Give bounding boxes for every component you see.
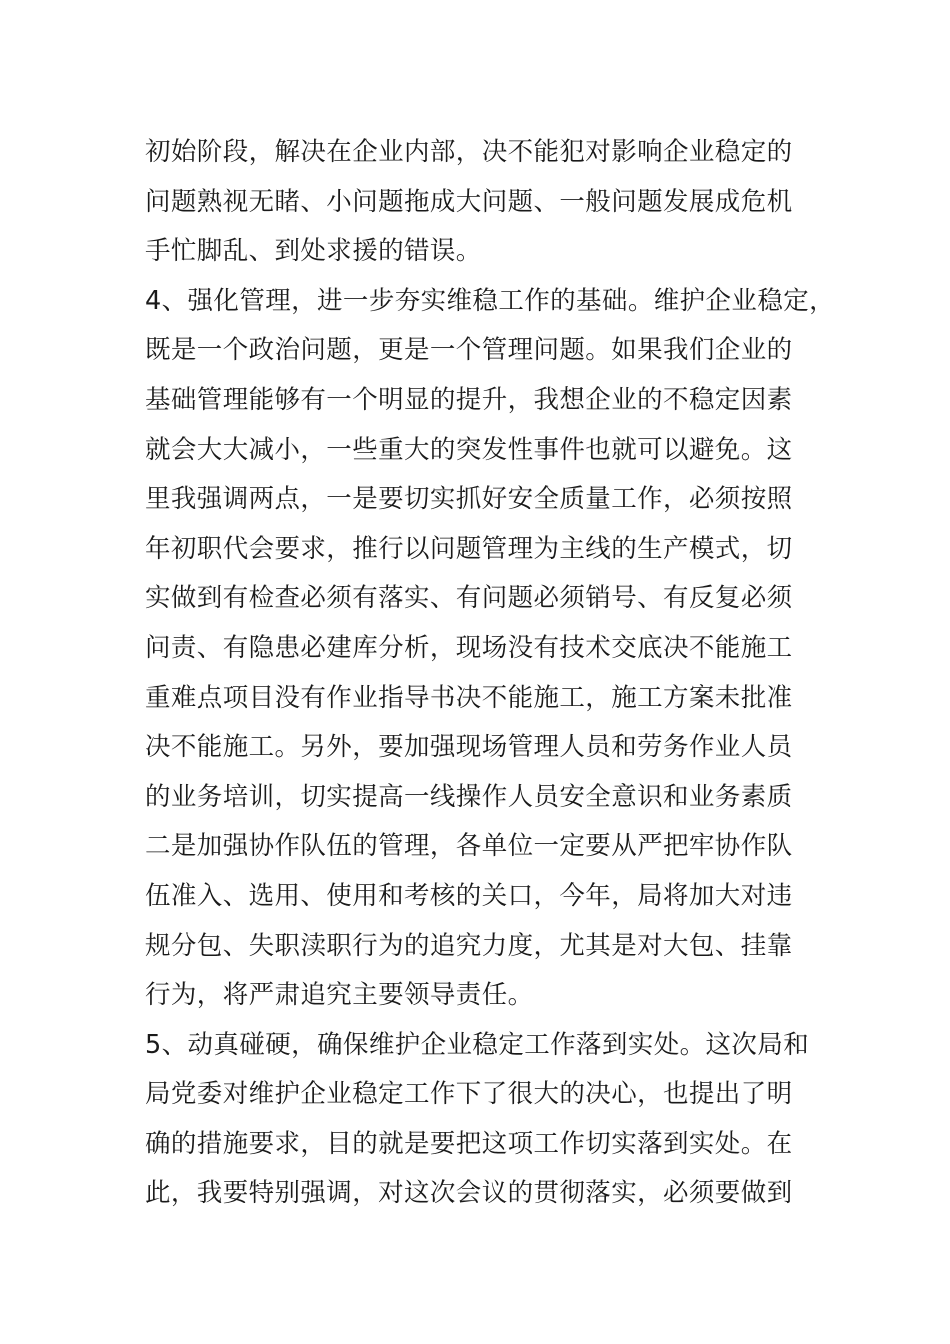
text-line: 问题熟视无睹、小问题拖成大问题、一般问题发展成危机 — [145, 186, 793, 217]
text-line: 初始阶段，解决在企业内部，决不能犯对影响企业稳定的 — [145, 137, 793, 167]
text-line: 年初职代会要求，推行以问题管理为主线的生产模式，切 — [145, 533, 793, 564]
text-line: 重难点项目没有作业指导书决不能施工，施工方案未批准 — [145, 682, 793, 713]
text-line: 里我强调两点，一是要切实抓好安全质量工作，必须按照 — [145, 484, 793, 515]
body-text — [145, 128, 835, 1219]
text-line: 决不能施工。另外，要加强现场管理人员和劳务作业人员 — [145, 732, 793, 763]
text-line: 二是加强协作队伍的管理，各单位一定要从严把牢协作队 — [145, 831, 793, 862]
text-line: 就会大大减小，一些重大的突发性事件也就可以避免。这 — [145, 434, 793, 465]
text-line: 手忙脚乱、到处求援的错误。 — [145, 236, 482, 267]
text-line: 行为，将严肃追究主要领导责任。 — [145, 980, 534, 1011]
text-line: 此，我要特别强调，对这次会议的贯彻落实，必须要做到 — [145, 1178, 793, 1209]
text-line: 既是一个政治问题，更是一个管理问题。如果我们企业的 — [145, 335, 793, 366]
text-line: 确的措施要求，目的就是要把这项工作切实落到实处。在 — [145, 1128, 793, 1159]
text-line: 局党委对维护企业稳定工作下了很大的决心，也提出了明 — [145, 1079, 793, 1110]
text-line: 实做到有检查必须有落实、有问题必须销号、有反复必须 — [145, 583, 793, 614]
text-line: 的业务培训，切实提高一线操作人员安全意识和业务素质 — [145, 781, 793, 812]
text-line: 规分包、失职渎职行为的追究力度，尤其是对大包、挂靠 — [145, 930, 793, 961]
text-line: 问责、有隐患必建库分析，现场没有技术交底决不能施工 — [145, 632, 793, 663]
text-line: 伍准入、选用、使用和考核的关口，今年，局将加大对违 — [145, 880, 793, 911]
text-line: 5、动真碰硬，确保维护企业稳定工作落到实处。这次局和 — [145, 1029, 810, 1060]
text-line: 4、强化管理，进一步夯实维稳工作的基础。维护企业稳定， — [145, 285, 836, 316]
text-line: 基础管理能够有一个明显的提升，我想企业的不稳定因素 — [145, 384, 793, 415]
